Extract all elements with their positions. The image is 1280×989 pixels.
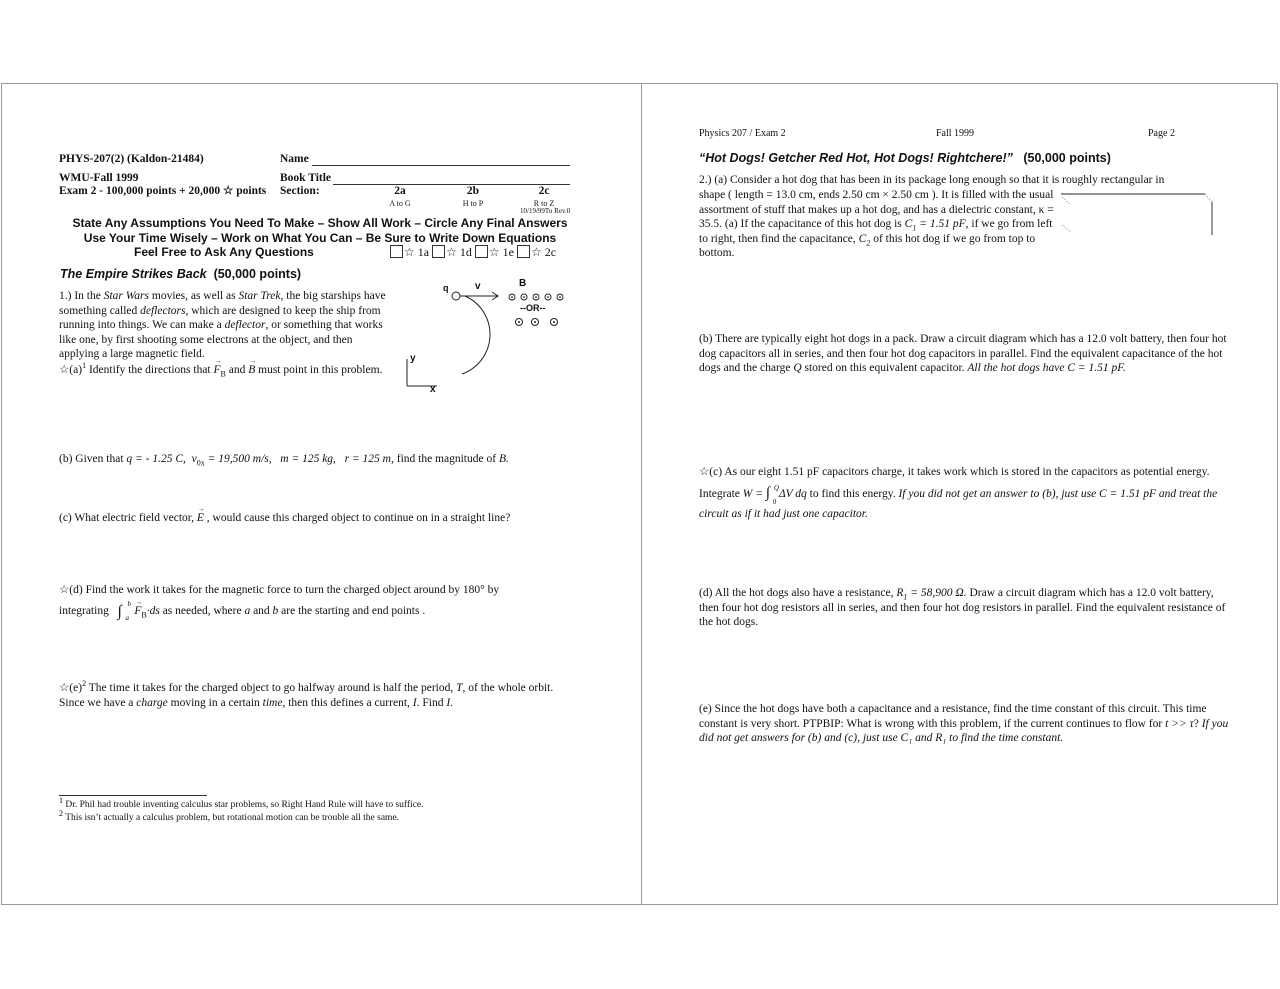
charge-label: q [443, 283, 449, 293]
term: WMU-Fall 1999 [59, 172, 139, 184]
section-label: Section: [280, 185, 320, 197]
problem-2a-body: shape ( length = 13.0 cm, ends 2.50 cm × 2.50 cm ). It is filled with the usual assortment of stuff that makes up a hot dog, and has a dielectric constant, κ = 35.5. (a) If the capacitance of this hot dog is $C_1 = 1.51$ pF, if we go from left to right, then find the capacitance, $C_2$ of this hot dog if we go from top to bottom. [699, 189, 1054, 260]
integral-symbol: ∫ b a [117, 600, 131, 622]
problem-1d-line-2: integrating ∫ b a → $F_B\cdot ds$ as needed, where a and b are the starting and end points . [59, 603, 425, 619]
section-code: 2c [538, 185, 550, 197]
problem-2-title: “Hot Dogs! Getcher Red Hot, Hot Dogs! Rightchere!” (50,000 points) [699, 151, 1111, 165]
problem-2a-line-1: 2.) (a) Consider a hot dog that has been in its package long enough so that it is roughly rectangular in [699, 174, 1165, 186]
problem-2c: ☆(c) As our eight 1.51 pF capacitors charge, it takes work which is stored in the capacitors as potential energy. Integrate W = ∫ Q 0 ΔV dq to find this energy. If you did not get an answer to (b), just use C = 1.51 pF and treat the circuit as if it had just one capacitor. [699, 466, 1218, 520]
instructions-line-2: Use Your Time Wisely – Work on What You Can – Be Sure to Write Down Equations [83, 231, 557, 245]
name-field[interactable] [312, 152, 570, 170]
problem-1a: $☆(a)^1$ Identify the directions that → $F_B$ and → B must point in this problem. [59, 362, 389, 379]
footnote-1: $^1$ Dr. Phil had trouble inventing calculus star problems, so Right Hand Rule will have to suffice. [59, 795, 424, 810]
book-title-label: Book Title [280, 172, 332, 184]
checkbox-icon[interactable] [517, 245, 530, 258]
section-range: R to Z [533, 198, 555, 208]
problem-1-title: The Empire Strikes Back (50,000 points) [60, 267, 302, 281]
footnote-separator [59, 795, 207, 796]
deflector-diagram [400, 278, 575, 400]
field-label: B [519, 278, 527, 289]
section-option-2c[interactable] [526, 184, 562, 208]
footnote-2: $^2$ This isn’t actually a calculus problem, but rotational motion can be trouble all the same. [59, 808, 400, 823]
star-checkbox-2c[interactable]: ☆ 2c [517, 245, 556, 259]
or-label: --OR-- [520, 303, 546, 313]
section-code: 2a [394, 185, 406, 197]
problem-2d: (d) All the hot dogs also have a resistance, $R_1 = 58,900$ Ω. Draw a circuit diagram which has a 12.0 volt battery, then four hot dog resistors all in series, and then four hot dog resistors in parallel. Find the equivalent resistance of the hot dogs. [699, 587, 1226, 629]
instructions-line-1: State Any Assumptions You Need To Make – Show All Work – Circle Any Final Answers [72, 216, 568, 230]
name-label: Name [280, 153, 309, 165]
problem-1e: $☆(e)^2$ The time it takes for the charged object to go halfway around is half the period, T, of the whole orbit. Since we have a charge moving in a certain time, then this defines a current, I. Find I. [59, 679, 554, 709]
page-number: Page 2 [1148, 128, 1175, 139]
problem-1b: (b) Given that q = - 1.25 C, $v_{0x} = 19,500$ m/s, m = 125 kg, r = 125 m, find the magnitude of B. [59, 453, 509, 468]
problem-2e: (e) Since the hot dogs have both a capacitance and a resistance, find the time constant of this circuit. This time constant is very short. PTPBIP: What is wrong with this problem, if the current continues to flow for t >> τ? If you did not get answers for (b) and (c), just use C₁ and R₁ to find the time constant. [699, 703, 1229, 745]
section-option-2b[interactable] [455, 184, 491, 208]
revision-stamp: 10/19/99Tu Rev.0 [520, 207, 571, 215]
x-axis-label: x [430, 384, 436, 395]
y-axis-label: y [410, 353, 416, 364]
exam-info: Exam 2 - 100,000 points + 20,000 ☆ points [59, 185, 267, 197]
section-range: A to G [389, 198, 411, 208]
problem-2b: (b) There are typically eight hot dogs in a pack. Draw a circuit diagram which has a 12.0 volt battery, then four hot dog capacitors all in series, and then four hot dog capacitors in parallel. Find the equivalent capacitance of the hot dogs and the charge Q stored on this equivalent capacitor. All the hot dogs have C = 1.51 pF. [699, 333, 1227, 375]
star-checkbox-1a[interactable]: ☆ 1a [390, 245, 429, 259]
section-code: 2b [466, 185, 480, 197]
integral-symbol: ∫ Q 0 [765, 483, 779, 506]
checkbox-icon[interactable] [475, 245, 488, 258]
checkbox-icon[interactable] [432, 245, 445, 258]
star-checkbox-1d[interactable]: ☆ 1d [432, 245, 472, 259]
velocity-label: v [475, 281, 481, 292]
section-range: H to P [462, 198, 484, 208]
magnetic-deflection-diagram [400, 278, 575, 400]
running-header-left: Physics 207 / Exam 2 [699, 128, 786, 139]
star-checkbox-1e[interactable]: ☆ 1e [475, 245, 514, 259]
page-divider [641, 84, 642, 904]
running-header-center: Fall 1999 [936, 128, 975, 139]
checkbox-icon[interactable] [390, 245, 403, 258]
problem-1d-line-1: ☆(d) Find the work it takes for the magnetic force to turn the charged object around by 180° by [59, 584, 500, 596]
problem-1-intro: 1.) In the Star Wars movies, as well as Star Trek, the big starships have something called deflectors, which are designed to keep the ship from running into things. We can make a deflector, or something that works like one, by first shooting some electrons at the object, and then applying a large magnetic field. [59, 290, 386, 361]
star-checkbox-group [390, 245, 556, 260]
problem-1c: (c) What electric field vector, → E , would cause this charged object to continue on in a straight line? [59, 511, 510, 526]
instructions-line-3: Feel Free to Ask Any Questions [134, 245, 314, 259]
hot-dog-box-diagram [1055, 188, 1215, 238]
course-id: PHYS-207(2) (Kaldon-21484) [59, 153, 204, 165]
section-option-2a[interactable] [382, 184, 418, 208]
